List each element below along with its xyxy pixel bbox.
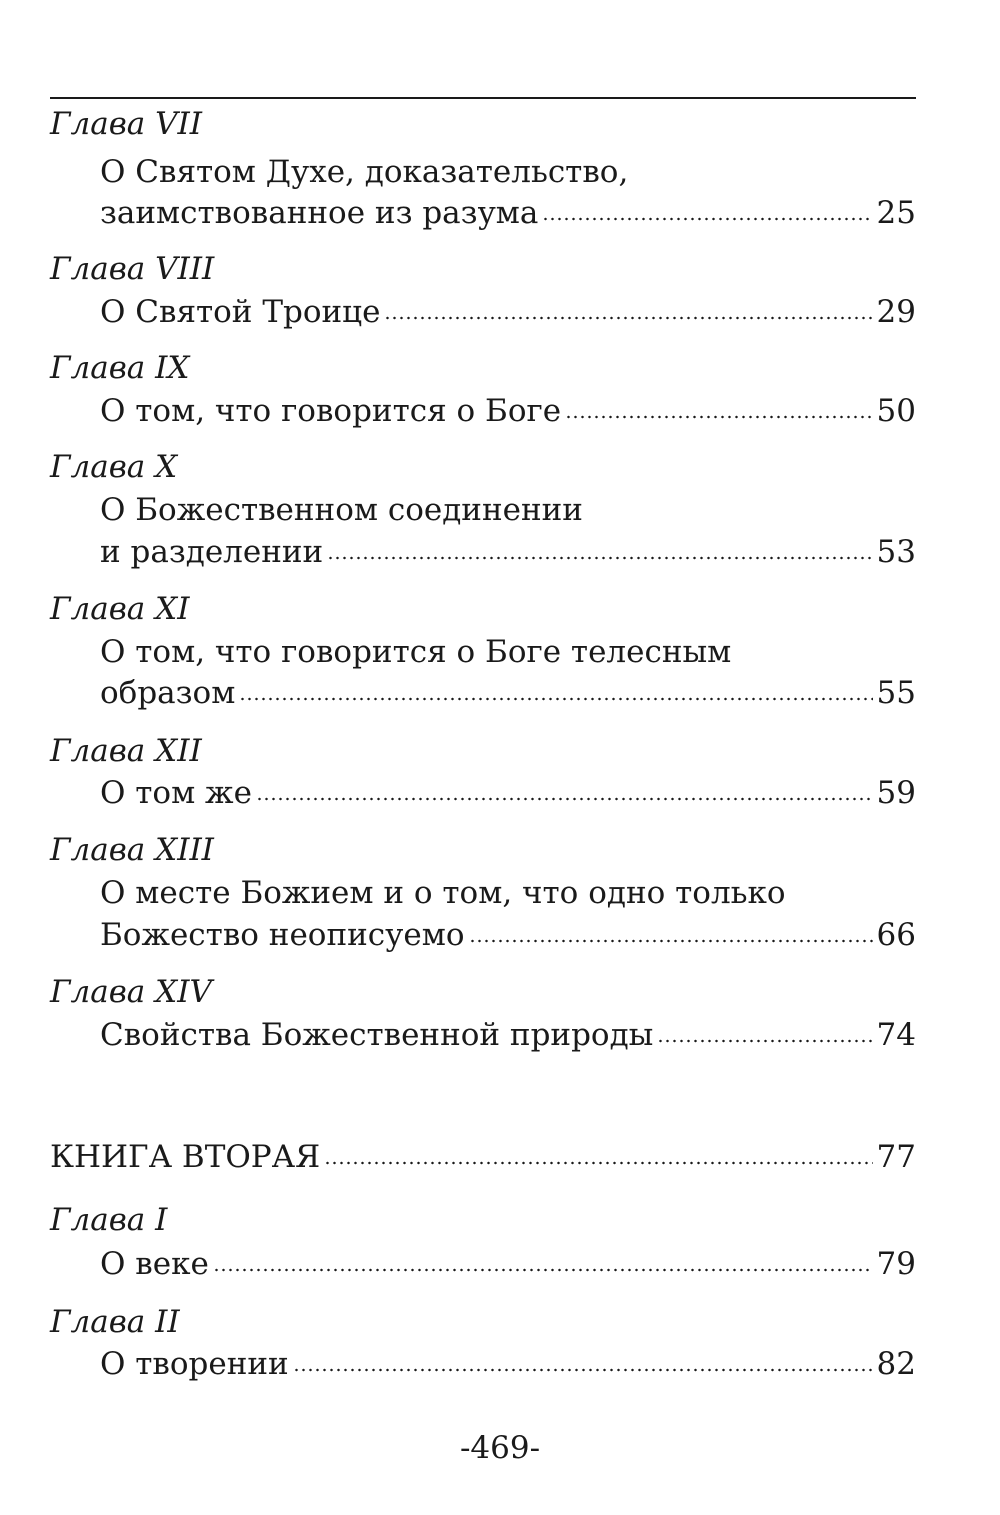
- toc-entry-page: 74: [876, 1017, 916, 1053]
- toc-entry-title: О веке: [100, 1246, 209, 1282]
- chapter-heading: Глава X: [50, 449, 178, 485]
- dot-leader: [657, 1038, 872, 1044]
- dot-leader: [565, 414, 872, 420]
- toc-entry-title: Божество неописуемо: [100, 917, 465, 953]
- toc-entry-title: О том, что говорится о Боге: [100, 393, 562, 429]
- toc-entry-title: О том же: [100, 775, 252, 811]
- chapter-heading: Глава II: [50, 1304, 180, 1340]
- toc-entry-title: и разделении: [100, 534, 324, 570]
- toc-entry-title: образом: [100, 675, 236, 711]
- toc-entry-title: О творении: [100, 1346, 289, 1382]
- page-number: -469-: [459, 1430, 541, 1466]
- dot-leader: [542, 216, 872, 222]
- chapter-heading: Глава XIV: [50, 974, 212, 1010]
- chapter-title-line: О месте Божием и о том, что одно только: [100, 875, 786, 911]
- toc-book-entry[interactable]: [50, 1137, 916, 1177]
- toc-entry-page: 55: [876, 675, 916, 711]
- toc-entry[interactable]: [100, 1015, 916, 1055]
- chapter-heading: Глава VIII: [50, 251, 215, 287]
- toc-entry-page: 82: [876, 1346, 916, 1382]
- chapter-heading: Глава VII: [50, 106, 203, 142]
- toc-entry[interactable]: [100, 193, 916, 233]
- toc-entry[interactable]: [100, 1344, 916, 1384]
- toc-entry[interactable]: [100, 391, 916, 431]
- toc-entry-page: 50: [876, 393, 916, 429]
- dot-leader: [256, 796, 873, 802]
- toc-entry[interactable]: [100, 673, 916, 713]
- chapter-heading: Глава XI: [50, 591, 190, 627]
- toc-entry-page: 77: [876, 1139, 916, 1175]
- dot-leader: [239, 696, 872, 702]
- toc-entry-title: О Святой Троице: [100, 294, 381, 330]
- toc-entry[interactable]: [100, 773, 916, 813]
- toc-entry-page: 29: [876, 294, 916, 330]
- chapter-title-line: О Божественном соединении: [100, 492, 583, 528]
- toc-entry-title: Свойства Божественной природы: [100, 1017, 654, 1053]
- dot-leader: [384, 315, 872, 321]
- toc-entry-page: 66: [876, 917, 916, 953]
- chapter-heading: Глава XIII: [50, 832, 214, 868]
- chapter-heading: Глава XII: [50, 733, 202, 769]
- chapter-heading: Глава I: [50, 1202, 168, 1238]
- toc-entry-page: 79: [876, 1246, 916, 1282]
- toc-book-title: КНИГА ВТОРАЯ: [50, 1139, 321, 1175]
- toc-entry[interactable]: [100, 532, 916, 572]
- toc-entry[interactable]: [100, 915, 916, 955]
- toc-entry[interactable]: [100, 292, 916, 332]
- chapter-heading: Глава IX: [50, 350, 190, 386]
- toc-entry-page: 25: [876, 195, 916, 231]
- dot-leader: [324, 1160, 872, 1166]
- toc-entry-page: 53: [876, 534, 916, 570]
- toc-entry-title: заимствованное из разума: [100, 195, 539, 231]
- chapter-title-line: О Святом Духе, доказательство,: [100, 154, 629, 190]
- dot-leader: [213, 1267, 873, 1273]
- dot-leader: [327, 555, 872, 561]
- chapter-title-line: О том, что говорится о Боге телесным: [100, 634, 732, 670]
- dot-leader: [469, 938, 873, 944]
- dot-leader: [293, 1367, 873, 1373]
- toc-entry[interactable]: [100, 1244, 916, 1284]
- toc-entry-page: 59: [876, 775, 916, 811]
